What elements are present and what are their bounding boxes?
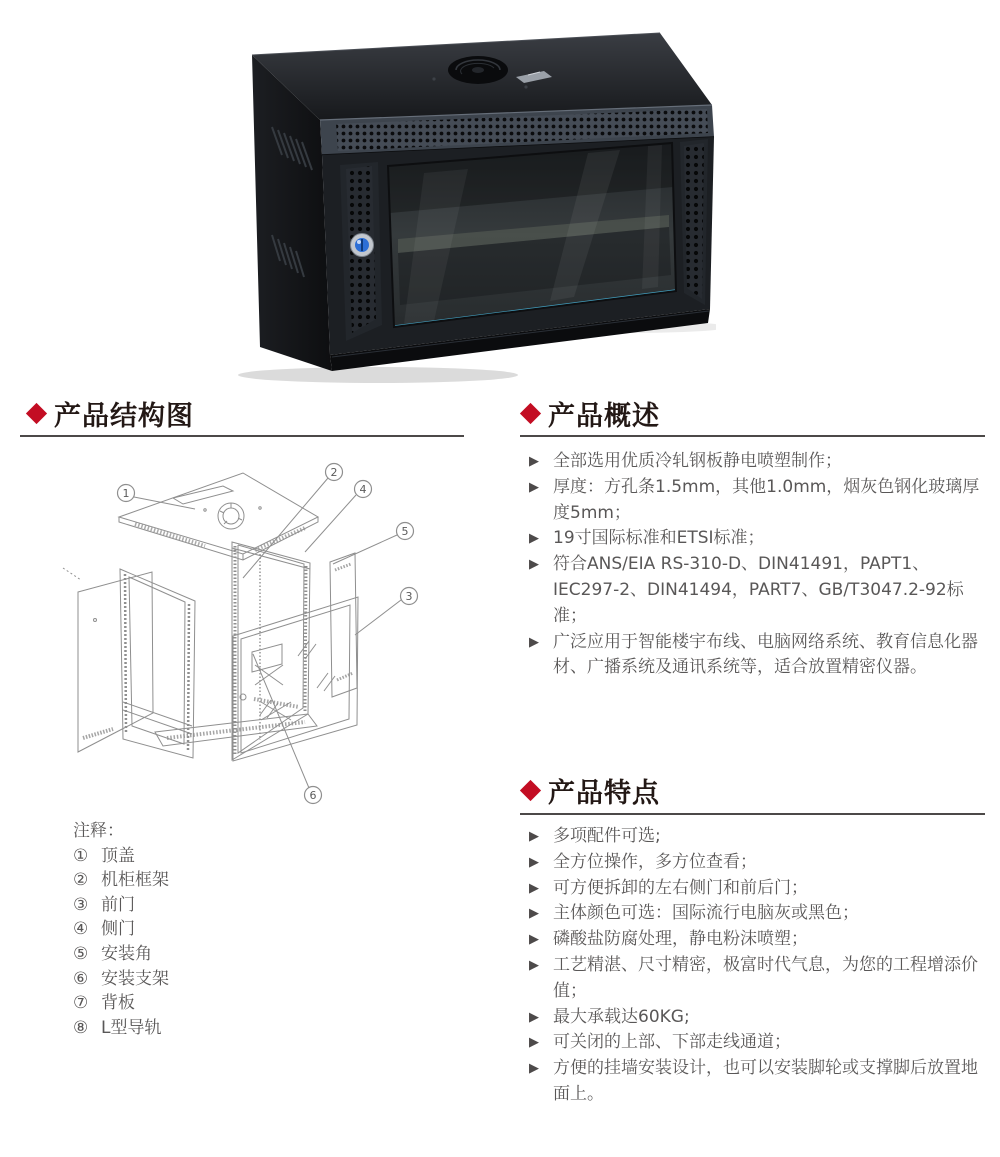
door-right-vent-strip (684, 143, 704, 299)
note-label: 侧门 (101, 919, 135, 940)
diamond-icon (26, 403, 47, 424)
notes-list (73, 844, 169, 1041)
note-number: ⑧ (73, 1017, 89, 1038)
bullet-item (520, 953, 986, 1005)
bullet-item (520, 526, 986, 552)
structure-section-header (24, 394, 194, 433)
bullet-item (520, 449, 986, 475)
bullet-text: 磷酸盐防腐处理，静电粉沫喷塑； (553, 929, 808, 950)
features-list (520, 824, 986, 1108)
note-label: 机柜框架 (101, 870, 169, 891)
triangle-bullet-icon: ▶ (529, 906, 539, 922)
overview-divider (520, 435, 985, 437)
structure-divider (20, 435, 464, 437)
triangle-bullet-icon: ▶ (529, 1061, 539, 1077)
diagram-side-panel (330, 553, 357, 697)
callout-number: 5 (401, 525, 409, 538)
note-item (73, 868, 169, 893)
bullet-item (520, 1056, 986, 1108)
exploded-view-drawing (55, 450, 475, 815)
note-number: ② (73, 870, 89, 891)
triangle-bullet-icon: ▶ (529, 531, 539, 547)
product-photo (228, 25, 716, 385)
triangle-bullet-icon: ▶ (529, 1009, 539, 1025)
cabinet-photo-illustration (228, 25, 716, 385)
callout-number: 6 (309, 789, 317, 802)
overview-title: 产品概述 (548, 401, 660, 432)
note-number: ① (73, 845, 89, 866)
callout-number: 1 (122, 487, 130, 500)
top-fan-grille (448, 56, 508, 84)
bullet-item (520, 1030, 986, 1056)
note-label: 顶盖 (101, 845, 135, 866)
diagram-front-door (233, 597, 358, 761)
note-number: ④ (73, 919, 89, 940)
door-lock (351, 234, 374, 257)
diagram-notes (73, 819, 169, 1040)
bullet-text: 广泛应用于智能楼宇布线、电脑网络系统、教育信息化器材、广播系统及通讯系统等，适合放置精密仪器。 (553, 631, 978, 678)
features-section-header (518, 771, 660, 810)
note-item (73, 942, 169, 967)
note-number: ③ (73, 894, 89, 915)
bullet-text: 多项配件可选; (553, 826, 661, 846)
triangle-bullet-icon: ▶ (529, 557, 539, 573)
diamond-icon (520, 403, 541, 424)
triangle-bullet-icon: ▶ (529, 454, 539, 469)
structure-diagram (55, 450, 475, 815)
bullet-item (520, 850, 986, 876)
note-number: ⑦ (73, 993, 89, 1014)
features-divider (520, 813, 985, 815)
triangle-bullet-icon: ▶ (529, 854, 539, 870)
diagram-back-panel (63, 568, 153, 752)
bullet-item (520, 824, 986, 850)
triangle-bullet-icon: ▶ (529, 1035, 539, 1051)
bullet-text: 全方位操作，多方位查看； (553, 851, 757, 872)
bullet-item (520, 630, 986, 682)
bullet-text: 主体颜色可选：国际流行电脑灰或黑色； (553, 903, 859, 924)
diagram-main-frame (232, 542, 310, 760)
note-item (73, 967, 169, 992)
note-number: ⑥ (73, 968, 89, 989)
bullet-item (520, 552, 986, 629)
note-number: ⑤ (73, 943, 89, 964)
bullet-text: 可关闭的上部、下部走线通道； (553, 1032, 791, 1053)
features-title: 产品特点 (548, 778, 660, 809)
note-label: 背板 (101, 993, 135, 1014)
note-label: L型导轨 (101, 1017, 162, 1038)
note-label: 前门 (101, 894, 135, 915)
callout-number: 2 (330, 466, 338, 479)
triangle-bullet-icon: ▶ (529, 932, 539, 948)
bullet-item (520, 876, 986, 902)
structure-title: 产品结构图 (54, 401, 194, 432)
note-item (73, 893, 169, 918)
bullet-item (520, 1005, 986, 1031)
bullet-text: 最大承载达60KG; (553, 1006, 690, 1027)
callout-number: 3 (405, 590, 413, 603)
bullet-item (520, 927, 986, 953)
triangle-bullet-icon: ▶ (529, 634, 539, 650)
note-item (73, 1016, 169, 1041)
triangle-bullet-icon: ▶ (529, 479, 539, 495)
note-label: 安装支架 (101, 968, 169, 989)
bullet-text: 可方便拆卸的左右侧门和前后门； (553, 877, 808, 898)
notes-title: 注释： (73, 821, 124, 841)
bullet-item (520, 475, 986, 527)
diagram-top-cover (119, 473, 318, 560)
diagram-leader-lines (134, 478, 401, 788)
triangle-bullet-icon: ▶ (529, 957, 539, 973)
callout-number: 4 (359, 483, 367, 496)
note-item (73, 991, 169, 1016)
bullet-text: 19寸国际标准和ETSI标准； (553, 528, 765, 549)
diagram-inner-frame (120, 569, 195, 758)
bullet-text: 工艺精湛、尺寸精密，极富时代气息，为您的工程增添价值； (553, 954, 978, 1001)
diamond-icon (520, 780, 541, 801)
note-item (73, 917, 169, 942)
diagram-callouts (118, 464, 418, 804)
note-label: 安装角 (101, 943, 152, 964)
triangle-bullet-icon: ▶ (529, 829, 539, 844)
triangle-bullet-icon: ▶ (529, 880, 539, 896)
bullet-text: 全部选用优质冷轧钢板静电喷塑制作； (553, 451, 842, 471)
bullet-item (520, 901, 986, 927)
note-item (73, 844, 169, 869)
bullet-text: 方便的挂墙安装设计，也可以安装脚轮或支撑脚后放置地面上。 (553, 1058, 978, 1104)
overview-section-header (518, 394, 660, 433)
bullet-text: 符合ANS/EIA RS-310-D、DIN41491，PAPT1、IEC297-2、DIN41494，PART7、GB/T3047.2-92标准； (553, 554, 964, 626)
overview-list (520, 449, 986, 681)
bullet-text: 厚度：方孔条1.5mm，其他1.0mm，烟灰色钢化玻璃厚度5mm； (553, 476, 980, 523)
